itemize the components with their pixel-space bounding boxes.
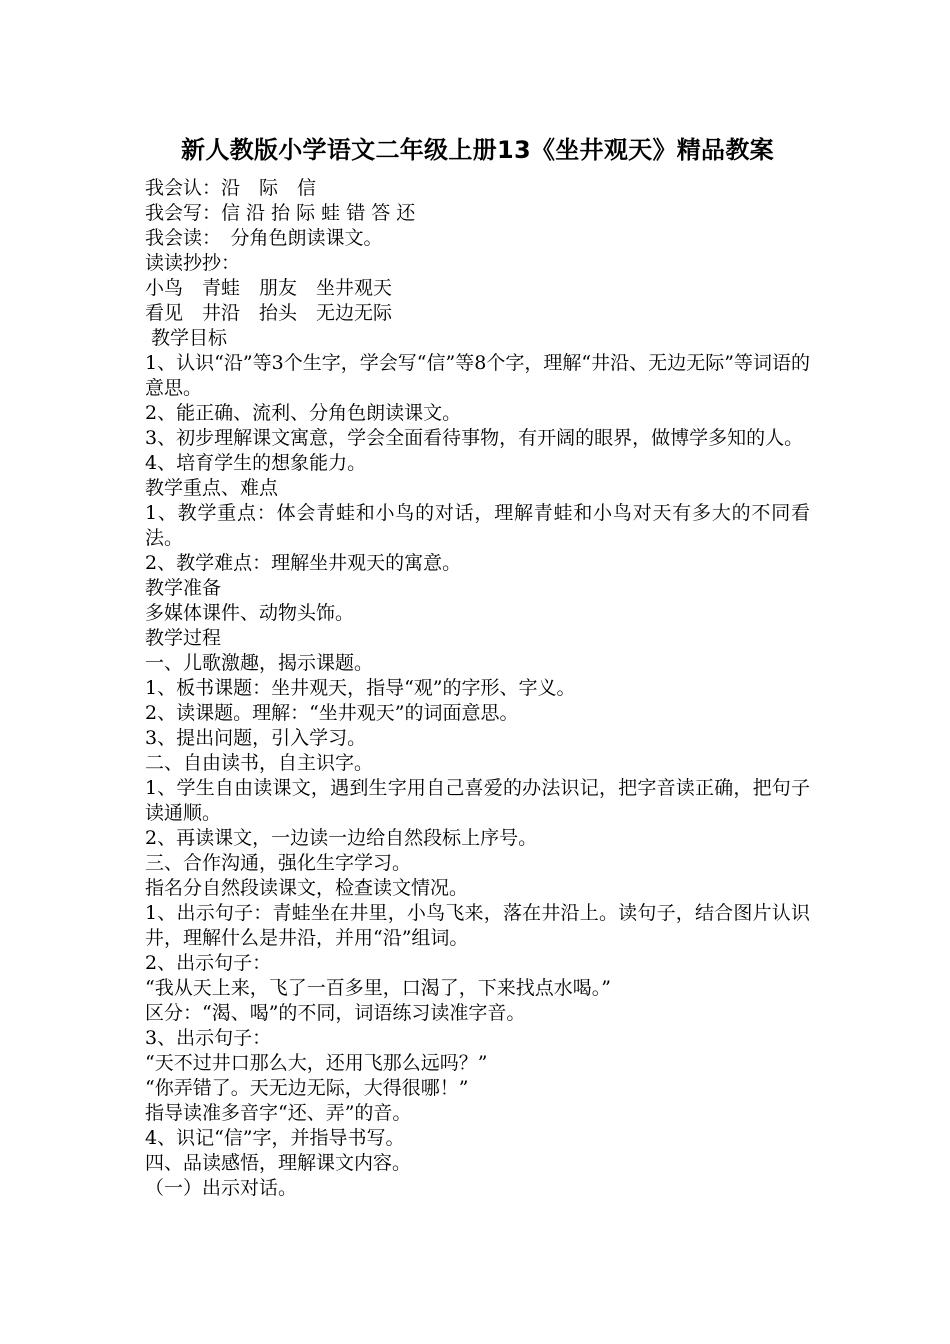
text-line: 四、品读感悟，理解课文内容。 bbox=[145, 1152, 412, 1174]
text-line: 看见 井沿 抬头 无边无际 bbox=[145, 302, 393, 324]
text-paragraph: 3、初步理解课文寓意，学会全面看待事物，有开阔的眼界，做博学多知的人。 bbox=[145, 427, 804, 449]
quote-line: “你弄错了。天无边无际，大得很哪！” bbox=[145, 1077, 469, 1099]
text-paragraph: 1、认识“沿”等3个生字，学会写“信”等8个字，理解“井沿、无边无际”等词语的意思。 bbox=[145, 352, 810, 399]
section-heading: 教学目标 bbox=[145, 327, 228, 349]
text-line: 我会读： 分角色朗读课文。 bbox=[145, 227, 383, 249]
text-line: 3、提出问题，引入学习。 bbox=[145, 727, 367, 749]
text-paragraph: 1、学生自由读课文，遇到生字用自己喜爱的办法识记，把字音读正确，把句子读通顺。 bbox=[145, 777, 810, 824]
document-title: 新人教版小学语文二年级上册13《坐井观天》精品教案 bbox=[181, 136, 774, 164]
text-paragraph: 1、教学重点：体会青蛙和小鸟的对话，理解青蛙和小鸟对天有多大的不同看法。 bbox=[145, 502, 810, 549]
text-line: 1、板书课题：坐井观天，指导“观”的字形、字义。 bbox=[145, 677, 576, 699]
text-line: 多媒体课件、动物头饰。 bbox=[145, 602, 355, 624]
text-line: （一）出示对话。 bbox=[145, 1177, 298, 1199]
text-line: 3、出示句子： bbox=[145, 1027, 272, 1049]
text-line: 三、合作沟通，强化生字学习。 bbox=[145, 852, 412, 874]
section-heading: 教学重点、难点 bbox=[145, 477, 279, 499]
section-heading: 教学准备 bbox=[145, 577, 222, 599]
text-line: 2、教学难点：理解坐井观天的寓意。 bbox=[145, 552, 462, 574]
text-line: 指名分自然段读课文，检查读文情况。 bbox=[145, 877, 469, 899]
text-line: 4、识记“信”字，并指导书写。 bbox=[145, 1127, 405, 1149]
section-heading: 教学过程 bbox=[145, 627, 222, 649]
text-line: 我会写：信 沿 抬 际 蛙 错 答 还 bbox=[145, 202, 416, 224]
quote-line: “我从天上来，飞了一百多里，口渴了，下来找点水喝。” bbox=[145, 977, 611, 999]
text-line: 2、出示句子： bbox=[145, 952, 272, 974]
text-line: 读读抄抄： bbox=[145, 252, 241, 274]
quote-line: “天不过井口那么大，还用飞那么远吗？” bbox=[145, 1052, 488, 1074]
text-line: 2、读课题。理解：“坐井观天”的词面意思。 bbox=[145, 702, 519, 724]
text-paragraph: 1、出示句子：青蛙坐在井里，小鸟飞来，落在井沿上。读句子，结合图片认识井，理解什么是井沿，并用“沿”组词。 bbox=[145, 902, 810, 949]
text-line: 我会认：沿 际 信 bbox=[145, 177, 317, 199]
text-line: 小鸟 青蛙 朋友 坐井观天 bbox=[145, 277, 393, 299]
text-line: 4、培育学生的想象能力。 bbox=[145, 452, 367, 474]
text-line: 指导读准多音字“还、弄”的音。 bbox=[145, 1102, 412, 1124]
text-line: 2、再读课文，一边读一边给自然段标上序号。 bbox=[145, 827, 538, 849]
text-line: 2、能正确、流利、分角色朗读课文。 bbox=[145, 402, 462, 424]
document-page bbox=[145, 134, 810, 1201]
text-line: 区分：“渴、喝”的不同，词语练习读准字音。 bbox=[145, 1002, 526, 1024]
text-line: 二、自由读书，自主识字。 bbox=[145, 752, 374, 774]
text-line: 一、儿歌激趣，揭示课题。 bbox=[145, 652, 374, 674]
